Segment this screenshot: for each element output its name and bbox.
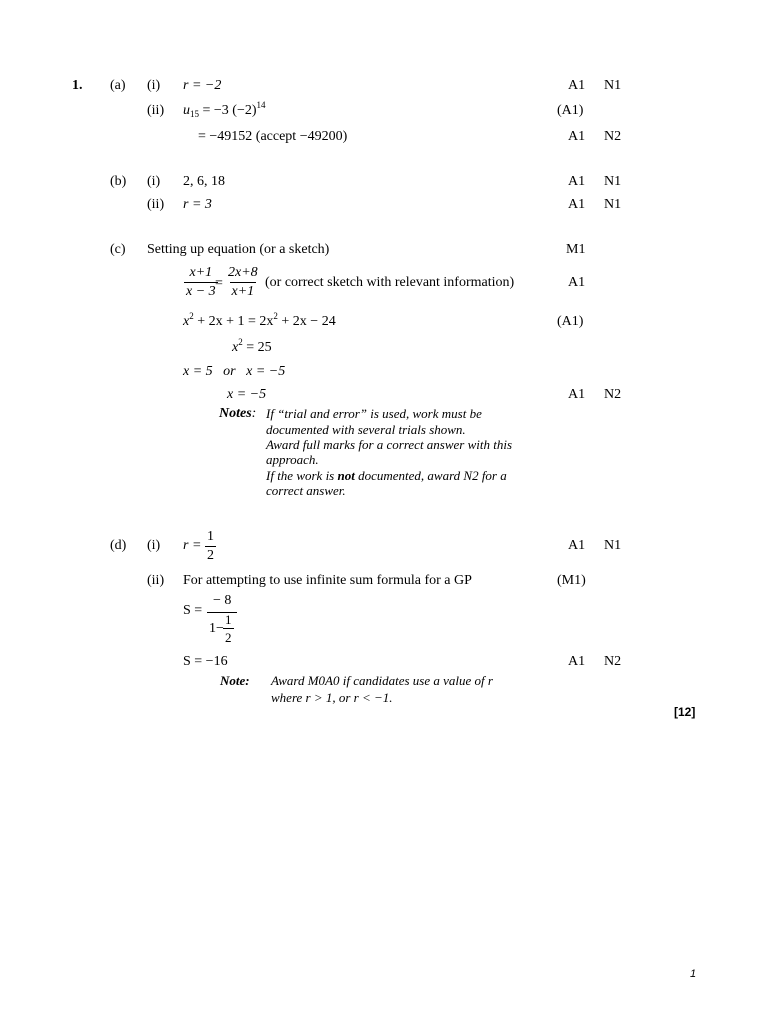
part-d-sum-numerator: − 8 xyxy=(213,593,232,608)
part-a-ii-result-mark: A1 xyxy=(568,129,586,144)
part-b-i-answer: 2, 6, 18 xyxy=(183,174,225,189)
part-c-final-n: N2 xyxy=(604,387,622,402)
part-a-i-n: N1 xyxy=(604,78,622,93)
part-d-ii-label: (ii) xyxy=(147,573,165,588)
part-d-note-line-2: where r > 1, or r < −1. xyxy=(271,690,393,705)
part-c-solutions: x = 5 or x = −5 xyxy=(183,364,286,379)
part-d-result-n: N2 xyxy=(604,654,622,669)
part-c-expansion: $x^2 + 2x + 1 = 2x^2 + 2x - 24$ xyxy=(183,311,336,329)
part-d-ii-text: For attempting to use infinite sum formula for a GP xyxy=(183,573,472,588)
part-d-i-fraction: $\frac{1}{2}$ xyxy=(207,529,214,563)
part-c-note-line-3: Award full marks for a correct answer with this xyxy=(266,437,513,452)
part-b-label: (b) xyxy=(110,174,127,189)
part-c-note-line-5: If the work is not documented, award N2 for a xyxy=(266,468,507,483)
question-number: 1. xyxy=(72,78,83,93)
part-d-label: (d) xyxy=(110,538,127,553)
part-b-i-label: (i) xyxy=(147,174,161,189)
part-c-equation-mark: A1 xyxy=(568,275,586,290)
part-c-equals: = xyxy=(215,276,223,291)
part-c-setup-mark: M1 xyxy=(566,242,586,257)
part-b-ii-mark: A1 xyxy=(568,197,586,212)
part-d-result-mark: A1 xyxy=(568,654,586,669)
part-c-label: (c) xyxy=(110,242,126,257)
part-b-i-n: N1 xyxy=(604,174,622,189)
part-c-note-line-1: If “trial and error” is used, work must be xyxy=(266,406,482,421)
part-d-i-mark: A1 xyxy=(568,538,586,553)
part-a-label: (a) xyxy=(110,78,126,93)
part-c-final-answer: x = −5 xyxy=(227,387,267,402)
part-a-ii-result-n: N2 xyxy=(604,129,622,144)
part-c-expansion-mark: (A1) xyxy=(557,314,584,329)
part-a-ii-mark: (A1) xyxy=(557,103,584,118)
part-d-note-label: Note: xyxy=(220,673,250,688)
part-c-equation-note: (or correct sketch with relevant information) xyxy=(265,275,515,290)
part-b-ii-label: (ii) xyxy=(147,197,165,212)
part-b-ii-answer: r = 3 xyxy=(183,197,212,212)
part-c-setup-text: Setting up equation (or a sketch) xyxy=(147,242,330,257)
part-d-sum-denominator-prefix: 1− xyxy=(209,621,224,636)
part-d-result: S = −16 xyxy=(183,654,228,669)
part-c-fraction-right: $\frac{2x+8}{x+1}$ xyxy=(228,265,258,299)
part-c-note-line-2: documented with several trials shown. xyxy=(266,422,466,437)
part-c-final-mark: A1 xyxy=(568,387,586,402)
part-c-notes-label: Notes: xyxy=(219,406,257,421)
part-a-ii-result: = −49152 (accept −49200) xyxy=(198,129,348,144)
part-d-i-label: (i) xyxy=(147,538,161,553)
part-d-note-line-1: Award M0A0 if candidates use a value of r xyxy=(271,673,493,688)
part-c-note-line-4: approach. xyxy=(266,452,319,467)
part-c-fraction-left: $\frac{x+1}{x - 3}$ xyxy=(186,265,216,299)
page-number: 1 xyxy=(690,968,697,980)
part-c-square: $x^2 = 25$ xyxy=(232,337,272,355)
part-a-i-mark: A1 xyxy=(568,78,586,93)
part-d-i-lhs: r = xyxy=(183,538,202,553)
part-d-sum-denominator-fraction: $\frac{1}{2}$ xyxy=(225,612,232,645)
part-b-i-mark: A1 xyxy=(568,174,586,189)
part-a-i-answer: r = −2 xyxy=(183,78,222,93)
part-d-i-n: N1 xyxy=(604,538,622,553)
part-d-ii-mark: (M1) xyxy=(557,573,586,588)
part-d-sum-lhs: S = xyxy=(183,603,203,618)
part-a-i-label: (i) xyxy=(147,78,161,93)
part-a-ii-expression: $u_{15} = -3$ $(-2)^{14}$ xyxy=(183,100,266,119)
total-marks: [12] xyxy=(674,705,696,719)
part-a-ii-label: (ii) xyxy=(147,103,165,118)
part-b-ii-n: N1 xyxy=(604,197,622,212)
part-c-note-line-6: correct answer. xyxy=(266,483,346,498)
